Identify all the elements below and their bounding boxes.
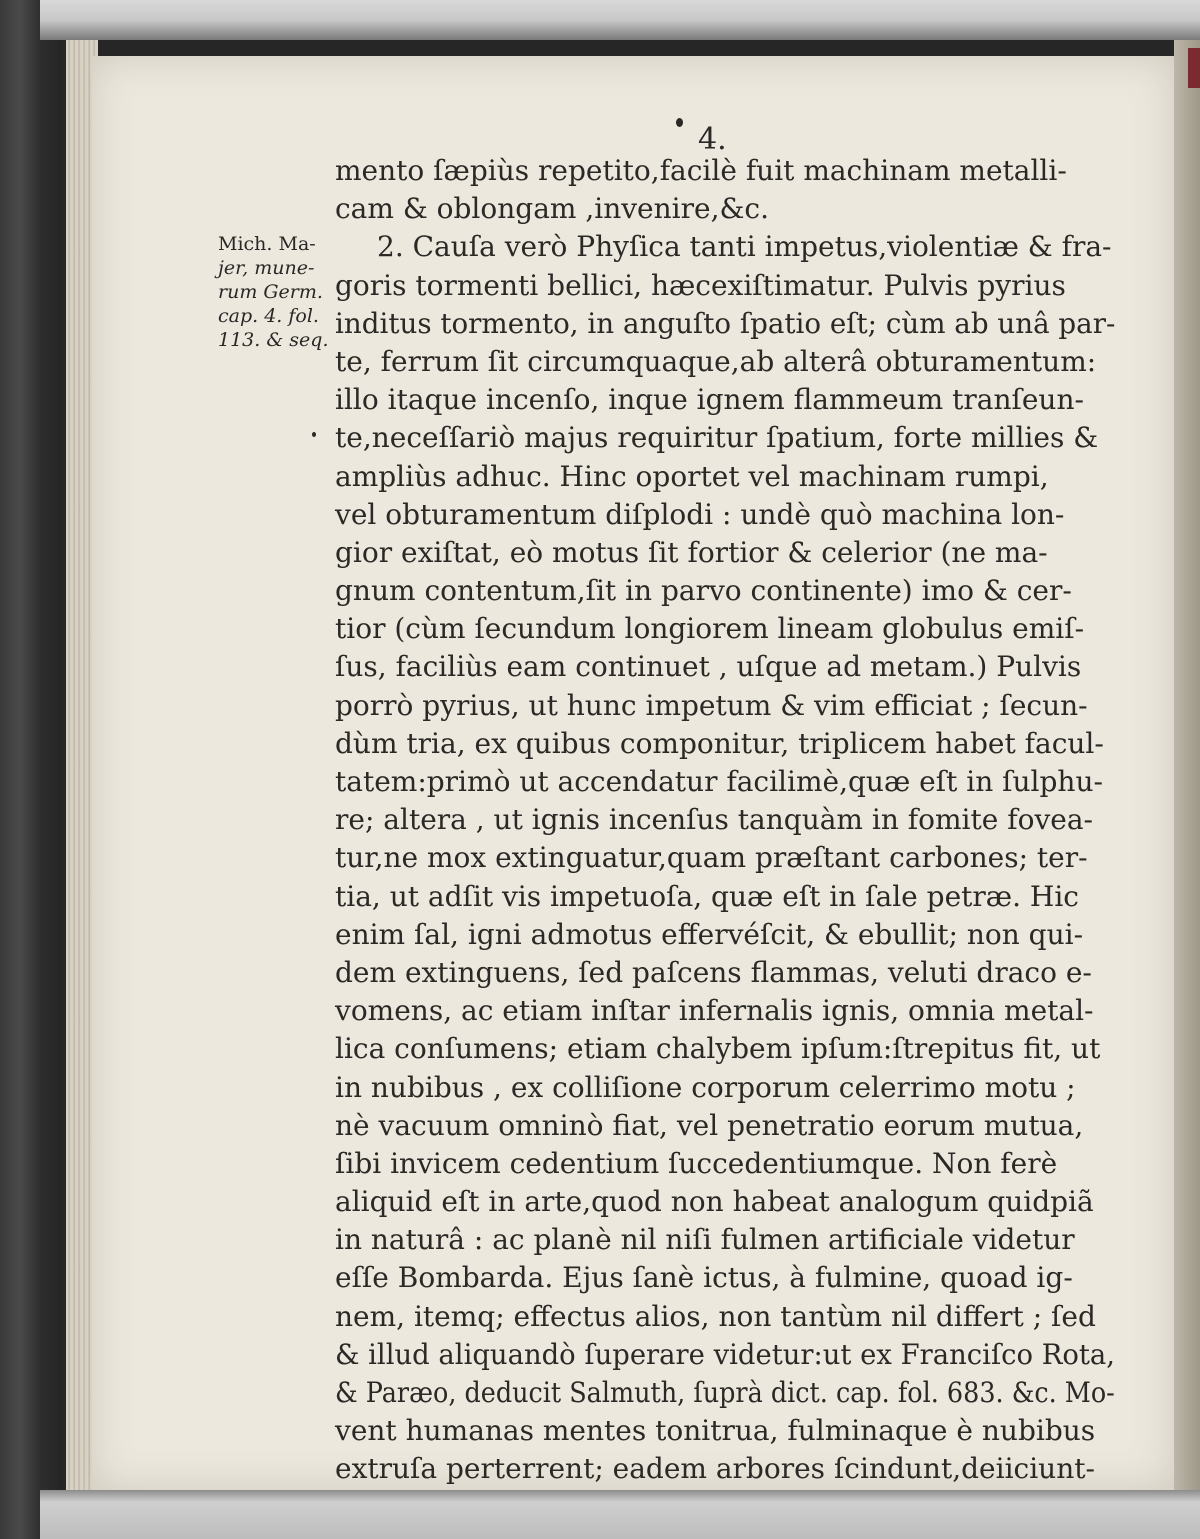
text-line: tur,ne mox extinguatur,quam præſtant carbones; ter- <box>335 841 1088 875</box>
margin-note-line: cap. 4. fol. <box>218 305 319 327</box>
margin-note-line: jer, mune- <box>218 257 315 279</box>
page-number: 4. <box>698 122 727 157</box>
text-line: te,neceſſariò majus requiritur ſpatium, forte millies & <box>335 421 1099 455</box>
text-line: eſſe Bombarda. Ejus ſanè ictus, à fulmine, quoad ig- <box>335 1261 1073 1295</box>
text-line: dem extinguens, ſed paſcens flammas, veluti draco e- <box>335 955 1092 989</box>
text-line: gior exiſtat, eò motus ſit fortior & celerior (ne ma- <box>335 535 1048 569</box>
text-line: gnum contentum,ſit in parvo continente) imo & cer- <box>335 574 1072 608</box>
right-page-strip <box>1174 40 1200 1490</box>
text-line: ſus, faciliùs eam continuet , uſque ad metam.) Pulvis <box>335 650 1082 684</box>
text-line: mento ſæpiùs repetito,facilè fuit machinam metalli- <box>335 154 1067 187</box>
margin-note-line: Mich. Ma- <box>218 233 316 255</box>
text-line: nè vacuum omninò fiat, vel penetratio eorum mutua, <box>335 1108 1084 1142</box>
text-line: extruſa perterrent; eadem arbores ſcindunt,deiiciunt- <box>335 1452 1095 1486</box>
text-line: dùm tria, ex quibus componitur, triplicem habet facul- <box>335 726 1104 760</box>
text-line: cam & oblongam ,invenire,&c. <box>335 192 769 226</box>
text-line: tia, ut adſit vis impetuoſa, quæ eſt in ſale petræ. Hic <box>335 879 1079 913</box>
text-line: & Paræo, deducit Salmuth, ſuprà dict. cap. fol. 683. &c. Mo- <box>335 1376 1115 1409</box>
text-line: lica conſumens; etiam chalybem ipſum:ſtrepitus fit, ut <box>335 1032 1101 1066</box>
text-line: inditus tormento, in anguſto ſpatio eſt; cùm ab unâ par- <box>335 306 1116 340</box>
text-line: in nubibus , ex colliſione corporum celerrimo motu ; <box>335 1070 1076 1104</box>
text-line: porrò pyrius, ut hunc impetum & vim efficiat ; ſecun- <box>335 688 1088 722</box>
margin-note <box>218 232 329 352</box>
text-line: ſibi invicem cedentium ſuccedentiumque. Non ferè <box>335 1146 1058 1180</box>
text-line: goris tormenti bellici, hæcexiſtimatur. Pulvis pyrius <box>335 268 1066 302</box>
text-line: tior (cùm ſecundum longiorem lineam globulus emiſ- <box>335 612 1085 646</box>
text-line: 2. Cauſa verò Phyſica tanti impetus,violentiæ & fra- <box>377 230 1112 264</box>
text-line: re; altera , ut ignis incenſus tanquàm in fomite fovea- <box>335 803 1093 837</box>
text-line: nem, itemq; effectus alios, non tantùm nil differt ; ſed <box>335 1299 1096 1333</box>
text-line: te, ferrum ſit circumquaque,ab alterâ obturamentum: <box>335 344 1097 378</box>
text-line: enim ſal, igni admotus effervéſcit, & ebullit; non qui- <box>335 917 1084 951</box>
ink-dot <box>312 432 316 437</box>
bookmark-ribbon <box>1188 48 1200 88</box>
book-top-edge <box>40 0 1200 40</box>
text-line: vel obturamentum diſplodi : undè quò machina lon- <box>335 497 1065 531</box>
text-line: illo itaque incenſo, inque ignem flammeum tranſeun- <box>335 383 1084 417</box>
body-text <box>335 152 1115 1527</box>
text-line: vent humanas mentes tonitrua, fulminaque è nubibus <box>335 1414 1096 1448</box>
ink-dot <box>676 118 683 127</box>
margin-note-line: rum Germ. <box>218 281 323 303</box>
book-bottom-edge <box>40 1490 1200 1539</box>
text-line: & illud aliquandò ſuperare videtur:ut ex Franciſco Rota, <box>335 1337 1116 1371</box>
text-line: tatem:primò ut accendatur facilimè,quæ eſt in ſulphu- <box>335 765 1103 798</box>
text-line: ampliùs adhuc. Hinc oportet vel machinam rumpi, <box>335 459 1049 493</box>
text-line: vomens, ac etiam inſtar infernalis ignis, omnia metal- <box>335 994 1094 1028</box>
text-line: in naturâ : ac planè nil niſi fulmen artificiale videtur <box>335 1223 1075 1257</box>
text-line: aliquid eſt in arte,quod non habeat analogum quidpiã <box>335 1185 1094 1219</box>
margin-note-line: 113. & seq. <box>218 329 329 351</box>
